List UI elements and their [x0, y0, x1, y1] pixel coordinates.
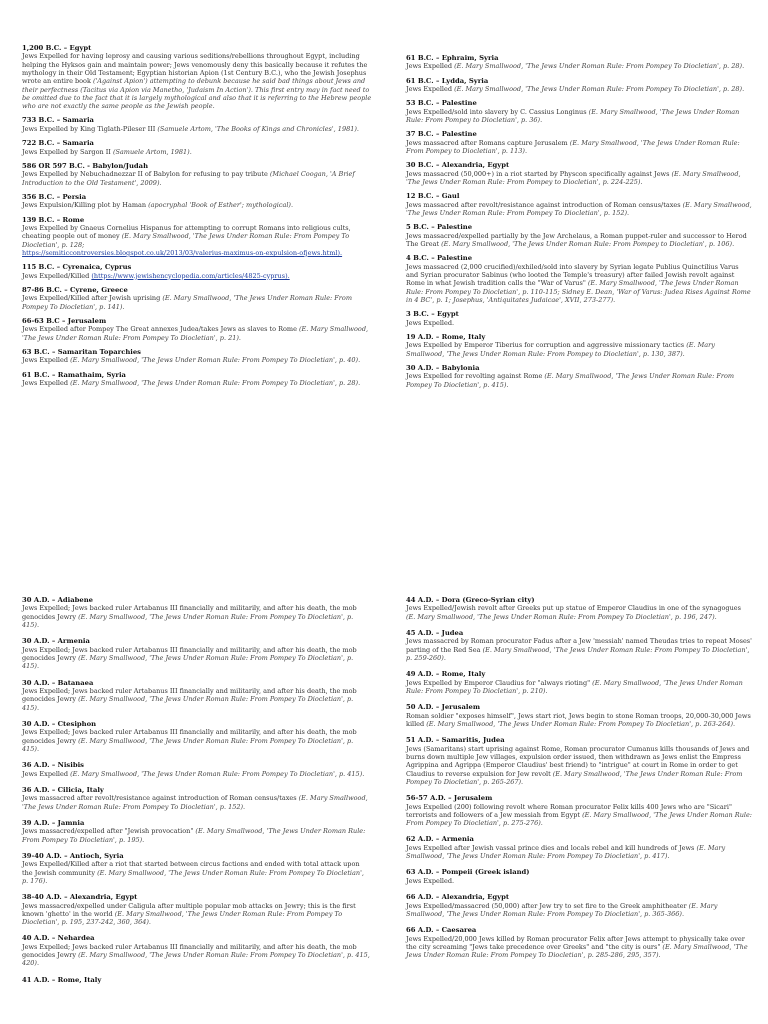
entry-text: Jews Expelled for having leprosy and causing various seditions/rebellions throughout Egypt, including helping the Hyksos gain and maintain power; Jews venomously deny this basically because it refutes the mythology in their Old Testament; Egyptian historian Apion (1st Century B.C.), who the Jewish Josephus wrote an entire book — [22, 52, 368, 86]
entry-text: Jews massacred/expelled partially by the Jew Archelaus, a Roman puppet-ruler and successor to Herod The Great — [406, 231, 747, 249]
entry-body — [22, 687, 372, 712]
entry-body — [22, 325, 372, 342]
entry-citation: (E. Mary Smallwood, 'The Jews Under Roman Rule: From Pompey To Diocletian', p. 265-267). — [406, 769, 743, 786]
timeline-entry — [22, 116, 372, 133]
entry-body — [22, 272, 372, 280]
entry-heading: 30 A.D. – Adiabene — [22, 596, 93, 604]
entry-citation: (E. Mary Smallwood, 'The Jews Under Roman Rule: From Pompey To Diocletian', p. 415, 420). — [22, 951, 370, 968]
entry-body — [22, 604, 372, 629]
timeline-entry — [22, 786, 372, 811]
entry-citation: (E. Mary Smallwood, 'The Jews Under Roman Rule: From Pompey To Diocletian', p. 128; — [22, 232, 350, 249]
entry-body — [22, 770, 372, 778]
timeline-entry — [22, 893, 372, 926]
entry-heading: 44 A.D. – Dora (Greco-Syrian city) — [406, 596, 535, 604]
entry-body — [406, 263, 752, 304]
entry-body — [22, 294, 372, 311]
entry-text: Jews Expelled (200) following revolt where Roman procurator Felix kills 400 Jews who are "Sicari" terrorists and followers of a Jew messiah from Egypt — [406, 802, 732, 819]
entry-body — [22, 148, 372, 156]
timeline-entry — [406, 192, 752, 217]
entry-heading: 30 A.D. – Armenia — [22, 637, 90, 646]
timeline-entry — [22, 819, 372, 844]
entry-text: Jews massacred (50,000+) in a riot started by Physcon specifically against Jews — [406, 169, 672, 178]
entry-heading: 12 B.C. – Gaul — [406, 192, 460, 201]
timeline-entry — [22, 317, 372, 342]
timeline-entry — [22, 162, 372, 187]
entry-heading: 1,200 B.C. – Egypt — [22, 44, 92, 52]
source-link[interactable]: https://semiticcontroversies.blogspot.co.uk/2013/03/valerius-maximus-on-expulsion-ofjews.html). — [22, 248, 343, 257]
entry-heading: 733 B.C. – Samaria — [22, 116, 94, 125]
entry-heading: 45 A.D. – Judea — [406, 629, 464, 637]
entry-text: Jews Expelled/20,000 Jews killed by Roman procurator Felix after Jews attempt to physically take over the city screaming "Jews take precedence over Greeks" and "the city is ours" — [406, 934, 745, 951]
entry-citation: (E. Mary Smallwood, 'The Jews Under Roman Rule: From Pompey To Diocletian', p. 415). — [22, 612, 354, 629]
entry-heading: 61 B.C. – Ephraim, Syria — [406, 54, 499, 62]
timeline-entry — [406, 77, 752, 94]
entry-text: Jews massacred by Roman procurator Fadus after a Jew 'messiah' named Theudas tries to repeat Moses' parting of the Red Sea — [406, 637, 752, 654]
timeline-entry — [406, 254, 752, 304]
entry-citation: (E. Mary Smallwood, 'The Jews Under Roman Rule: From Pompey To Diocletian', p. 415). — [22, 736, 354, 753]
timeline-entry — [406, 99, 752, 124]
entry-text: Jews massacred/expelled after "Jewish provocation" — [22, 827, 196, 836]
entry-body — [406, 62, 752, 70]
entry-text: Jews Expelled for revolting against Rome — [406, 372, 545, 381]
entry-heading: 30 B.C. – Alexandria, Egypt — [406, 161, 510, 170]
entry-text: Jews Expelled by Nebuchadnezzar II of Babylon for refusing to pay tribute — [22, 170, 270, 179]
entry-body — [22, 201, 372, 209]
entry-heading: 41 A.D. – Rome, Italy — [22, 975, 102, 984]
entry-heading: 30 A.D. – Ctesiphon — [22, 719, 97, 728]
entry-heading: 3 B.C. – Egypt — [406, 310, 459, 319]
entry-heading: 36 A.D. – Nisibis — [22, 761, 84, 770]
timeline-entry — [22, 679, 372, 712]
entry-body — [22, 224, 372, 257]
entry-citation: (E. Mary Smallwood, 'The Jews Under Roman Rule: From Pompey To Diocletian', p. 195, 237-242, 360, 364). — [22, 909, 343, 927]
entry-heading: 30 A.D. – Batanaea — [22, 678, 94, 687]
entry-body — [406, 604, 752, 621]
entry-citation: (E. Mary Smallwood, 'The Jews Under Roman Rule: From Pompey To Diocletian', p. 275-276). — [406, 810, 752, 828]
entry-heading: 63 A.D. – Pompeii (Greek island) — [406, 868, 530, 877]
timeline-entry — [406, 130, 752, 155]
entry-heading: 38-40 A.D. – Alexandria, Egypt — [22, 893, 138, 902]
entry-text: Jews Expelled — [406, 85, 455, 94]
timeline-entry — [406, 161, 752, 186]
timeline-entry — [22, 852, 372, 885]
entry-heading: 586 OR 597 B.C. - Babylon/Judah — [22, 161, 149, 170]
entry-citation: (apocryphal 'Book of Esther'; mythological). — [148, 201, 294, 210]
timeline-entry — [22, 976, 372, 984]
entry-body — [406, 232, 752, 249]
entry-text: Jews Expelled; Jews backed ruler Artabanus III financially and militarily, and after his death, the mob genocides Jewry — [22, 687, 357, 704]
column-top-right — [406, 54, 752, 395]
entry-citation: (E. Mary Smallwood, 'The Jews Under Roman Rule: From Pompey To Diocletian', p. 28). — [454, 85, 745, 94]
timeline-entry — [406, 736, 752, 786]
entry-heading: 5 B.C. – Palestine — [406, 223, 473, 232]
entry-citation: (E. Mary Smallwood, 'The Jews Under Roman Rule: From Pompey To Diocletian', p. 415). — [22, 695, 354, 712]
entry-citation: (E. Mary Smallwood, 'The Jews Under Roman Rule: From Pompey To Diocletian', p. 28). — [70, 379, 361, 387]
entry-citation: (E. Mary Smallwood, 'The Jews Under Roman Rule: From Pompey To Diocletian', p. 152). — [406, 200, 752, 218]
entry-body — [406, 935, 752, 960]
timeline-entry — [406, 868, 752, 885]
entry-heading: 66 A.D. – Caesarea — [406, 926, 477, 935]
entry-body — [22, 646, 372, 671]
entry-body — [406, 745, 752, 786]
timeline-entry — [406, 629, 752, 662]
column-top-left — [22, 44, 372, 393]
entry-body — [22, 170, 372, 187]
entry-text: Jews Expulsion/Killing plot by Haman — [22, 201, 149, 210]
entry-body — [22, 902, 372, 927]
timeline-entry — [22, 44, 372, 110]
timeline-entry — [406, 596, 752, 621]
timeline-entry — [406, 794, 752, 827]
entry-citation: (E. Mary Smallwood, 'The Jews Under Roman Rule: From Pompey To Diocletian', p. 365-366). — [406, 901, 718, 918]
entry-body — [406, 803, 752, 828]
entry-text: Jews massacred after revolt/resistance against introduction of Roman census/taxes — [22, 794, 299, 803]
timeline-entry — [22, 637, 372, 670]
entry-text: Jews Expelled — [22, 356, 71, 365]
timeline-entry — [22, 139, 372, 156]
entry-body — [406, 679, 752, 696]
timeline-entry — [22, 216, 372, 258]
entry-text: Jews Expelled/Killed after a riot that started between circus factions and ended with total attack upon the Jewish community — [22, 860, 360, 877]
column-bottom-right — [406, 596, 752, 967]
entry-heading: 62 A.D. – Armenia — [406, 835, 474, 844]
entry-citation: (E. Mary Smallwood, 'The Jews Under Roman Rule: From Pompey To Diocletian', p. 210). — [406, 678, 743, 695]
timeline-entry — [22, 193, 372, 210]
entry-body — [406, 201, 752, 218]
timeline-entry — [406, 670, 752, 695]
timeline-entry — [22, 720, 372, 753]
entry-heading: 19 A.D. – Rome, Italy — [406, 333, 486, 341]
entry-body — [406, 877, 752, 885]
entry-heading: 722 B.C. – Samaria — [22, 139, 94, 148]
entry-heading: 66-63 B.C – Jerusalem — [22, 316, 107, 325]
entry-body — [22, 379, 372, 387]
entry-text: Jews Expelled after Jewish vassal prince dies and locals rebel and kill hundreds of Jews — [406, 843, 697, 852]
entry-heading: 61 B.C. – Ramathaim, Syria — [22, 370, 126, 379]
timeline-entry — [406, 926, 752, 959]
entry-heading: 53 B.C. – Palestine — [406, 99, 477, 108]
entry-text: Jews Expelled by Emperor Claudius for "always rioting" — [406, 678, 593, 687]
entry-citation: (Samuele Artom, 1981). — [112, 147, 192, 156]
entry-text: Jews Expelled by Gnaeus Cornelius Hispanus for attempting to corrupt Romans into religious cults, cheating people out of money — [22, 224, 351, 241]
entry-text: Jews Expelled/sold into slavery by C. Cassius Longinus — [406, 107, 589, 116]
timeline-entry — [406, 223, 752, 248]
entry-body — [406, 319, 752, 327]
entry-body — [22, 125, 372, 133]
entry-heading: 40 A.D. – Nehardea — [22, 934, 95, 943]
entry-body — [406, 108, 752, 125]
entry-citation: (E. Mary Smallwood, 'The Jews Under Roman Rule: From Pompey to Diocletian', p. 36). — [406, 107, 740, 125]
timeline-entry — [22, 371, 372, 388]
timeline-entry — [406, 893, 752, 918]
entry-heading: 37 B.C. – Palestine — [406, 130, 477, 139]
entry-citation: (E. Mary Smallwood, 'The Jews Under Roman Rule: From Pompey To Diocletian', p. 110-115; Sidney E. Dean, 'War of Varus: Judea Rises Against Rome in 4 BC', p. 1; Josephus, 'Antiquitates Judaicae', XVII, 273-277). — [406, 279, 751, 304]
entry-body — [406, 902, 752, 919]
entry-text: Jews Expelled by Emperor Tiberius for corruption and aggressive missionary tactics — [406, 341, 687, 350]
entry-body — [406, 341, 752, 358]
entry-body — [406, 637, 752, 662]
timeline-entry — [22, 761, 372, 778]
entry-heading: 61 B.C. – Lydda, Syria — [406, 76, 489, 85]
entry-text: Jews Expelled after Pompey The Great annexes Judea/takes Jews as slaves to Rome — [22, 325, 299, 334]
entry-body — [406, 844, 752, 861]
entry-citation: (E. Mary Smallwood, 'The Jews Under Roman Rule: From Pompey To Diocletian', p. 417). — [406, 843, 726, 861]
entry-text: Jews Expelled. — [406, 876, 455, 885]
entry-body — [406, 139, 752, 156]
entry-text: Jews Expelled; Jews backed ruler Artabanus III financially and militarily, and after his death, the mob genocides Jewry — [22, 604, 357, 621]
entry-heading: 66 A.D. – Alexandria, Egypt — [406, 893, 510, 902]
entry-body — [22, 827, 372, 844]
entry-heading: 30 A.D. – Babylonia — [406, 364, 480, 372]
entry-citation: (Samuele Artom, 'The Books of Kings and Chronicles', 1981). — [157, 124, 359, 133]
entry-body — [406, 170, 752, 187]
timeline-entry — [406, 333, 752, 358]
entry-text: Roman soldier "exposes himself", Jews start riot, Jews begin to stone Roman troops, 20,000-30,000 Jews killed — [406, 711, 751, 728]
entry-citation: (E. Mary Smallwood, 'The Jews Under Roman Rule: From Pompey To Diocletian', p. 259-260). — [406, 645, 750, 662]
entry-text: Jews Expelled by Sargon II — [22, 147, 113, 156]
timeline-entry — [22, 934, 372, 967]
entry-citation: (E. Mary Smallwood, 'The Jews Under Roman Rule: From Pompey to Diocletian', p. 106). — [441, 240, 735, 249]
entry-body — [22, 794, 372, 811]
timeline-entry — [22, 286, 372, 311]
source-link[interactable]: (https://www.jewishencyclopedia.com/articles/4825-cyprus). — [91, 271, 290, 280]
entry-heading: 63 B.C. – Samaritan Toparchies — [22, 347, 142, 356]
entry-text: Jews massacred after revolt/resistance against introduction of Roman census/taxes — [406, 200, 683, 209]
entry-citation: (E. Mary Smallwood, 'The Jews Under Roman Rule: From Pompey To Diocletian', p. 176). — [22, 868, 364, 885]
entry-citation: (E. Mary Smallwood, 'The Jews Under Roman Rule: From Pompey To Diocletian', p. 21). — [22, 325, 369, 342]
entry-heading: 356 B.C. – Persia — [22, 192, 87, 201]
entry-heading: 50 A.D. – Jerusalem — [406, 703, 481, 712]
entry-citation: (E. Mary Smallwood, 'The Jews Under Roman Rule: From Pompey To Diocletian', p. 196, 247). — [406, 612, 717, 621]
entry-citation: ('Against Apion') attempting to debunk because he said bad things about Jews and their perfectness (Tacitus via Apion via Manetho, 'Judaism In Action'). This first entry may in fact need to be omitted due to the fact that it is largely mythological and also that it is referring to the Hebrew people who are not exactly the same people as the Jewish people. — [22, 77, 372, 111]
timeline-entry — [22, 348, 372, 365]
entry-text: Jews (Samaritans) start uprising against Rome, Roman procurator Cumanus kills thousands of Jews and burns down multiple Jew villages, expulsion order issued, then withdrawn as Jews enlist the Empress Agrippina and Agrippa (Emperor Claudius' best friend) to "intrigue" at court in Rome in order to get Claudius to reverse expulsion for Jew revolt — [406, 744, 750, 778]
entry-text: Jews Expelled — [22, 379, 71, 387]
entry-body — [406, 85, 752, 93]
entry-text: Jews Expelled/Killed — [22, 271, 92, 280]
column-bottom-left — [22, 596, 372, 992]
entry-body — [22, 860, 372, 885]
entry-heading: 36 A.D. – Cilicia, Italy — [22, 785, 104, 794]
entry-citation: (E. Mary Smallwood, 'The Jews Under Roman Rule: From Pompey To Diocletian', p. 415). — [22, 654, 354, 671]
entry-text: Jews Expelled; Jews backed ruler Artabanus III financially and militarily, and after his death, the mob genocides Jewry — [22, 728, 357, 745]
entry-citation: (E. Mary Smallwood, 'The Jews Under Roman Rule: From Pompey To Diocletian', p. 415). — [70, 769, 365, 778]
timeline-entry — [406, 703, 752, 728]
entry-text: Jews Expelled; Jews backed ruler Artabanus III financially and militarily, and after his death, the mob genocides Jewry — [22, 942, 357, 960]
entry-body — [22, 52, 372, 110]
entry-citation: (E. Mary Smallwood, 'The Jews Under Roman Rule: From Pompey to Diocletian', p. 113). — [406, 138, 740, 156]
entry-heading: 139 B.C. – Rome — [22, 215, 85, 224]
entry-heading: 51 A.D. – Samaritis, Judea — [406, 736, 505, 745]
entry-heading: 39 A.D. – Jamnia — [22, 818, 85, 827]
entry-heading: 87-86 B.C. – Cyrene, Greece — [22, 285, 128, 294]
timeline-entry — [22, 596, 372, 629]
entry-citation: (E. Mary Smallwood, 'The Jews Under Roman Rule: From Pompey To Diocletian', p. 141). — [22, 294, 352, 311]
entry-heading: 39-40 A.D. – Antioch, Syria — [22, 851, 124, 860]
entry-body — [22, 356, 372, 364]
entry-citation: (E. Mary Smallwood, 'The Jews Under Roman Rule: From Pompey To Diocletian', p. 285-286, 295, 357). — [406, 942, 748, 960]
entry-citation: (E. Mary Smallwood, 'The Jews Under Roman Rule: From Pompey to Diocletian', p. 130, 387). — [406, 341, 715, 358]
entry-text: Jews Expelled by King Tiglath-Pileser III — [22, 124, 158, 133]
timeline-entry — [406, 54, 752, 71]
entry-body — [22, 943, 372, 968]
timeline-entry — [406, 835, 752, 860]
entry-text: Jews massacred after Romans capture Jerusalem — [406, 138, 570, 147]
entry-text: Jews Expelled/massacred (50,000) after Jew try to set fire to the Greek amphitheater — [406, 901, 689, 910]
timeline-entry — [22, 263, 372, 280]
entry-citation: (E. Mary Smallwood, 'The Jews Under Roman Rule: From Pompey To Diocletian', p. 195). — [22, 827, 366, 844]
entry-text: Jews Expelled; Jews backed ruler Artabanus III financially and militarily, and after his death, the mob genocides Jewry — [22, 645, 357, 662]
entry-body — [406, 372, 752, 389]
entry-heading: 56-57 A.D. – Jerusalem — [406, 794, 493, 803]
entry-heading: 49 A.D. – Rome, Italy — [406, 670, 486, 679]
entry-citation: (E. Mary Smallwood, 'The Jews Under Roman Rule: From Pompey to Diocletian', p. 224-225). — [406, 169, 741, 187]
entry-heading: 4 B.C. – Palestine — [406, 254, 473, 263]
entry-body — [406, 712, 752, 729]
entry-text: Jews Expelled. — [406, 318, 455, 327]
entry-text: Jews Expelled — [22, 769, 71, 778]
entry-heading: 115 B.C. – Cyrenaica, Cyprus — [22, 263, 132, 272]
entry-text: Jews Expelled/Killed after Jewish uprising — [22, 294, 163, 303]
entry-citation: (E. Mary Smallwood, 'The Jews Under Roman Rule: From Pompey To Diocletian', p. 40). — [70, 356, 361, 365]
entry-citation: (E. Mary Smallwood, 'The Jews Under Roman Rule: From Pompey To Diocletian', p. 152). — [22, 794, 368, 811]
entry-text: Jews Expelled/Jewish revolt after Greeks put up statue of Emperor Claudius in one of the synagogues — [406, 604, 741, 613]
entry-citation: (E. Mary Smallwood, 'The Jews Under Roman Rule: From Pompey To Diocletian', p. 415). — [406, 372, 735, 389]
entry-text: Jews Expelled — [406, 62, 455, 71]
timeline-entry — [406, 364, 752, 389]
entry-text: Jews massacred (2,000 crucified)/exhiled/sold into slavery by Syrian legate Publius Quinctilius Varus and Syrian procurator Sabinus (who looted the Temple's treasury) after failed Jewish revolt against Rome in what Jewish tradition calls the "War of Varus" — [406, 262, 739, 288]
entry-text: Jews massacred/expelled under Caligula after multiple popular mob attacks on Jewry; this is the first known 'ghetto' in the world — [22, 901, 356, 918]
entry-citation: (Michael Coogan, 'A Brief Introduction to the Old Testament', 2009). — [22, 170, 355, 187]
entry-citation: (E. Mary Smallwood, 'The Jews Under Roman Rule: From Pompey To Diocletian', p. 28). — [454, 62, 745, 71]
timeline-entry — [406, 310, 752, 327]
entry-citation: (E. Mary Smallwood, 'The Jews Under Roman Rule: From Pompey To Diocletian', p. 263-264). — [426, 720, 736, 728]
entry-body — [22, 728, 372, 753]
